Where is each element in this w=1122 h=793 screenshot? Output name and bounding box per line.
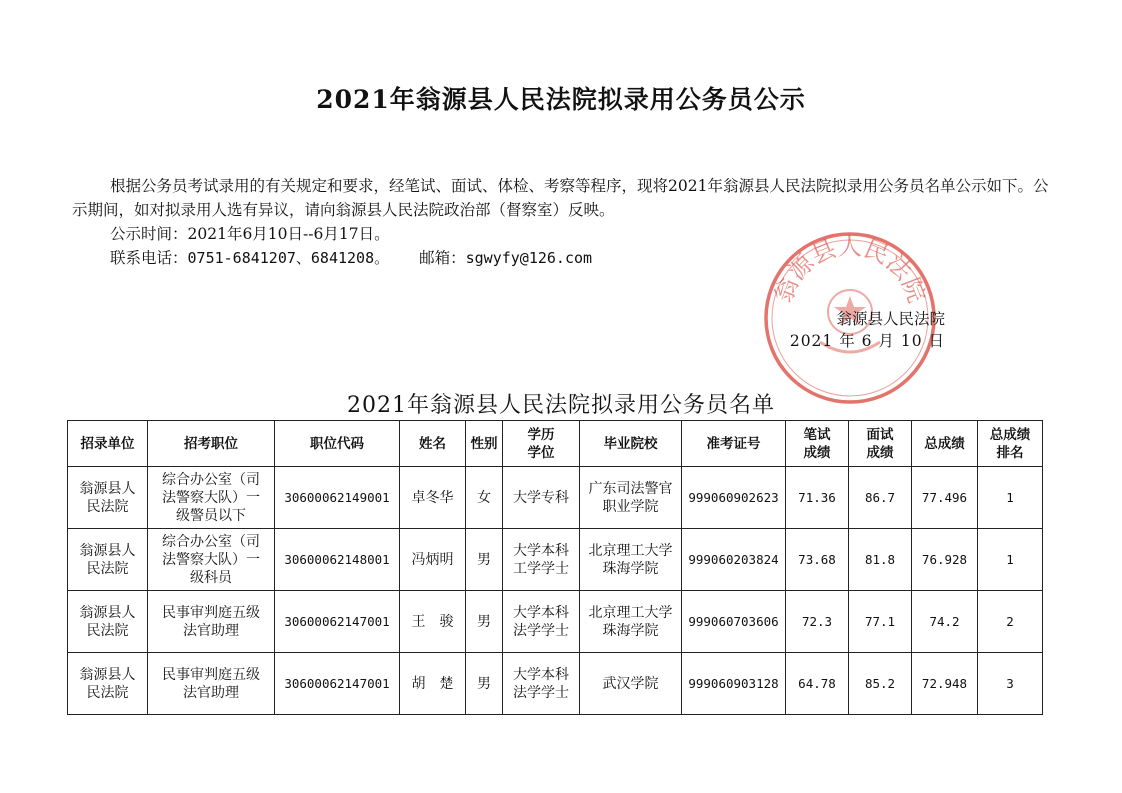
cell-code: 30600062149001 bbox=[275, 467, 400, 529]
cell-name: 卓冬华 bbox=[400, 467, 466, 529]
cell-name: 王 骏 bbox=[400, 591, 466, 653]
cell-unit-line1: 翁源县人 bbox=[79, 666, 136, 683]
cell-degree-line1: 大学本科 bbox=[513, 542, 569, 559]
table-row bbox=[68, 467, 1043, 529]
cell-unit bbox=[68, 591, 148, 653]
cell-degree bbox=[503, 529, 580, 591]
cell-gender: 男 bbox=[466, 591, 503, 653]
cell-school-line2: 珠海学院 bbox=[602, 560, 659, 577]
header-rank bbox=[978, 421, 1043, 467]
cell-degree-line2: 法学学士 bbox=[513, 622, 569, 639]
cell-unit-line2: 民法院 bbox=[86, 498, 129, 515]
cell-school-line1: 北京理工大学 bbox=[588, 604, 673, 621]
cell-total: 72.948 bbox=[912, 653, 978, 715]
cell-written: 73.68 bbox=[786, 529, 849, 591]
cell-interview: 81.8 bbox=[849, 529, 912, 591]
cell-total: 77.496 bbox=[912, 467, 978, 529]
header-ticket: 准考证号 bbox=[682, 421, 786, 467]
cell-written: 72.3 bbox=[786, 591, 849, 653]
header-interview-line2: 成绩 bbox=[866, 444, 894, 461]
cell-unit-line2: 民法院 bbox=[86, 684, 129, 701]
cell-unit-line2: 民法院 bbox=[86, 622, 129, 639]
header-code: 职位代码 bbox=[275, 421, 400, 467]
cell-degree-line2: 工学学士 bbox=[513, 560, 569, 577]
header-rank-line1: 总成绩 bbox=[989, 426, 1031, 443]
cell-position-line1: 综合办公室（司 bbox=[162, 471, 260, 488]
cell-degree bbox=[503, 653, 580, 715]
header-degree bbox=[503, 421, 580, 467]
cell-interview: 86.7 bbox=[849, 467, 912, 529]
cell-position bbox=[148, 591, 275, 653]
header-interview-line1: 面试 bbox=[866, 426, 894, 443]
cell-rank: 2 bbox=[978, 591, 1043, 653]
contact-phone: 0751-6841207、6841208。 bbox=[187, 249, 390, 267]
cell-position-line2: 法官助理 bbox=[183, 622, 239, 639]
header-gender: 性别 bbox=[466, 421, 503, 467]
header-written-line1: 笔试 bbox=[803, 426, 831, 443]
header-rank-line2: 排名 bbox=[996, 444, 1024, 461]
cell-gender: 女 bbox=[466, 467, 503, 529]
cell-position-line3: 级警员以下 bbox=[176, 507, 246, 524]
cell-ticket: 999060902623 bbox=[682, 467, 786, 529]
cell-position-line2: 法官助理 bbox=[183, 684, 239, 701]
cell-position-line1: 民事审判庭五级 bbox=[162, 604, 260, 621]
email-label: 邮箱： bbox=[419, 249, 466, 267]
cell-ticket: 999060703606 bbox=[682, 591, 786, 653]
cell-school bbox=[580, 529, 682, 591]
cell-ticket: 999060203824 bbox=[682, 529, 786, 591]
header-degree-line2: 学位 bbox=[527, 444, 555, 461]
contact-label: 联系电话： bbox=[110, 249, 188, 267]
cell-degree bbox=[503, 591, 580, 653]
table-row bbox=[68, 591, 1043, 653]
cell-unit-line1: 翁源县人 bbox=[79, 542, 136, 559]
cell-rank: 1 bbox=[978, 529, 1043, 591]
cell-ticket: 999060903128 bbox=[682, 653, 786, 715]
cell-position-line3: 级科员 bbox=[190, 569, 232, 586]
cell-position bbox=[148, 467, 275, 529]
seal-text: 翁源县人民法院 bbox=[769, 232, 931, 307]
cell-position bbox=[148, 529, 275, 591]
cell-total: 74.2 bbox=[912, 591, 978, 653]
cell-rank: 1 bbox=[978, 467, 1043, 529]
cell-unit-line1: 翁源县人 bbox=[79, 480, 136, 497]
cell-unit bbox=[68, 653, 148, 715]
notice-period: 公示时间：2021年6月10日--6月17日。 bbox=[110, 225, 390, 243]
cell-unit-line2: 民法院 bbox=[86, 560, 129, 577]
cell-code: 30600062148001 bbox=[275, 529, 400, 591]
roster-title: 2021年翁源县人民法院拟录用公务员名单 bbox=[347, 393, 775, 418]
cell-unit-line1: 翁源县人 bbox=[79, 604, 136, 621]
cell-written: 64.78 bbox=[786, 653, 849, 715]
cell-school-line2: 珠海学院 bbox=[602, 622, 659, 639]
table-row bbox=[68, 529, 1043, 591]
cell-degree-line1: 大学本科 bbox=[513, 604, 569, 621]
cell-degree-line1: 大学专科 bbox=[513, 489, 569, 506]
header-total: 总成绩 bbox=[912, 421, 978, 467]
cell-school: 武汉学院 bbox=[580, 653, 682, 715]
cell-unit bbox=[68, 467, 148, 529]
document-title: 2021年翁源县人民法院拟录用公务员公示 bbox=[316, 85, 806, 114]
header-written-line2: 成绩 bbox=[803, 444, 831, 461]
cell-position-line2: 法警察大队）一 bbox=[162, 489, 260, 506]
cell-degree bbox=[503, 467, 580, 529]
header-school: 毕业院校 bbox=[580, 421, 682, 467]
header-written bbox=[786, 421, 849, 467]
header-degree-line1: 学历 bbox=[527, 426, 555, 443]
notice-paragraph: 根据公务员考试录用的有关规定和要求，经笔试、面试、体检、考察等程序，现将2021年翁源县人民法院拟录用公务员名单公示如下。公示期间，如对拟录用人选有异议，请向翁源县人民法院政治部（督察室）反映。 bbox=[72, 177, 1049, 219]
cell-school-line1: 广东司法警官 bbox=[588, 480, 673, 497]
cell-position bbox=[148, 653, 275, 715]
cell-school bbox=[580, 467, 682, 529]
cell-school-line1: 北京理工大学 bbox=[588, 542, 673, 559]
signature-block bbox=[750, 308, 945, 352]
cell-unit bbox=[68, 529, 148, 591]
signature-date: 2021 年 6 月 10 日 bbox=[789, 332, 945, 350]
cell-rank: 3 bbox=[978, 653, 1043, 715]
cell-name: 冯炳明 bbox=[400, 529, 466, 591]
cell-gender: 男 bbox=[466, 529, 503, 591]
cell-school bbox=[580, 591, 682, 653]
table-header-row bbox=[68, 421, 1043, 467]
cell-written: 71.36 bbox=[786, 467, 849, 529]
header-position: 招考职位 bbox=[148, 421, 275, 467]
header-name: 姓名 bbox=[400, 421, 466, 467]
cell-interview: 85.2 bbox=[849, 653, 912, 715]
cell-degree-line2: 法学学士 bbox=[513, 684, 569, 701]
roster-table bbox=[67, 420, 1043, 715]
table-row bbox=[68, 653, 1043, 715]
svg-text:翁源县人民法院 bbox=[769, 233, 931, 307]
cell-position-line1: 民事审判庭五级 bbox=[162, 666, 260, 683]
cell-gender: 男 bbox=[466, 653, 503, 715]
header-interview bbox=[849, 421, 912, 467]
header-unit: 招录单位 bbox=[68, 421, 148, 467]
cell-position-line1: 综合办公室（司 bbox=[162, 533, 260, 550]
cell-code: 30600062147001 bbox=[275, 653, 400, 715]
cell-school-line2: 职业学院 bbox=[602, 498, 659, 515]
signature-org: 翁源县人民法院 bbox=[836, 310, 945, 328]
cell-total: 76.928 bbox=[912, 529, 978, 591]
cell-degree-line1: 大学本科 bbox=[513, 666, 569, 683]
cell-code: 30600062147001 bbox=[275, 591, 400, 653]
cell-position-line2: 法警察大队）一 bbox=[162, 551, 260, 568]
cell-interview: 77.1 bbox=[849, 591, 912, 653]
contact-email: sgwyfy@126.com bbox=[465, 249, 593, 267]
cell-name: 胡 楚 bbox=[400, 653, 466, 715]
